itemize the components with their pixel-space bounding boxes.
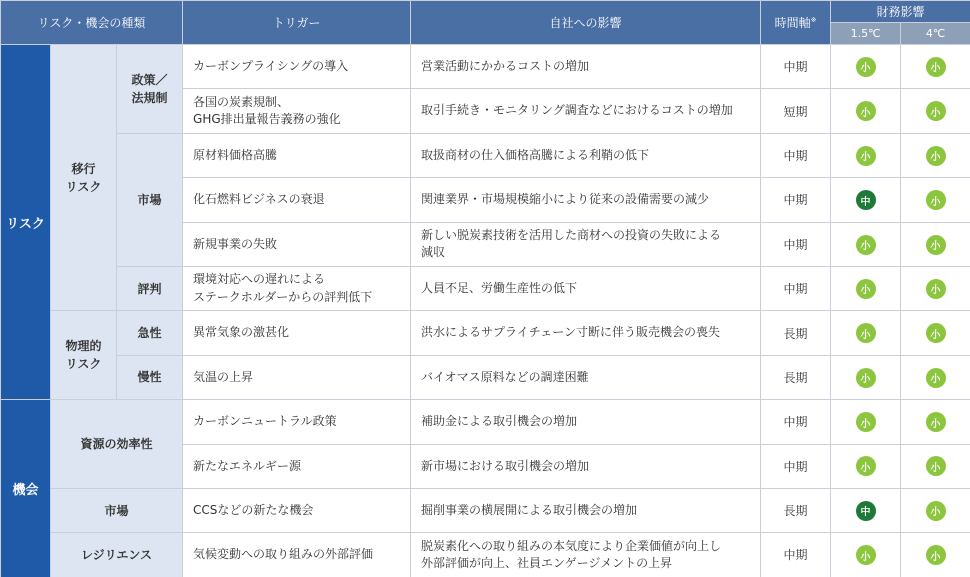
impact-badge-1-5c: 小	[856, 235, 876, 255]
term-cell: 中期	[761, 222, 831, 266]
table-row	[1, 533, 970, 577]
impact-badge-1-5c: 小	[856, 368, 876, 388]
impact-cell: 人員不足、労働生産性の低下	[411, 266, 761, 310]
subgroup-reputation: 評判	[117, 266, 183, 310]
impact-badge-4c: 小	[926, 456, 946, 476]
table-row	[1, 355, 970, 399]
trigger-cell: CCSなどの新たな機会	[183, 488, 411, 532]
term-cell: 中期	[761, 400, 831, 444]
trigger-cell: 新たなエネルギー源	[183, 444, 411, 488]
term-cell: 中期	[761, 533, 831, 577]
group-market: 市場	[51, 488, 183, 532]
impact-badge-1-5c: 小	[856, 323, 876, 343]
trigger-cell: 環境対応への遅れによる ステークホルダーからの評判低下	[183, 266, 411, 310]
term-cell: 中期	[761, 266, 831, 310]
header-trigger: トリガー	[183, 1, 411, 45]
term-cell: 長期	[761, 355, 831, 399]
group-resilience: レジリエンス	[51, 533, 183, 577]
impact-cell: 営業活動にかかるコストの増加	[411, 45, 761, 89]
impact-cell: 関連業界・市場規模縮小により従来の設備需要の減少	[411, 178, 761, 222]
trigger-cell: 気温の上昇	[183, 355, 411, 399]
impact-badge-1-5c: 小	[856, 146, 876, 166]
group-resource-efficiency: 資源の効率性	[51, 400, 183, 489]
term-cell: 中期	[761, 133, 831, 177]
group-transition-risk: 移行 リスク	[51, 45, 117, 311]
header-financial: 財務影響	[831, 1, 970, 23]
term-cell: 短期	[761, 89, 831, 133]
impact-badge-1-5c: 中	[856, 501, 876, 521]
impact-cell: 脱炭素化への取り組みの本気度により企業価値が向上し 外部評価が向上、社員エンゲージメントの上昇	[411, 533, 761, 577]
trigger-cell: 化石燃料ビジネスの衰退	[183, 178, 411, 222]
subgroup-market: 市場	[117, 133, 183, 266]
table-row	[1, 133, 970, 177]
impact-badge-1-5c: 小	[856, 57, 876, 77]
term-cell: 長期	[761, 311, 831, 355]
impact-badge-1-5c: 小	[856, 545, 876, 565]
term-cell: 中期	[761, 444, 831, 488]
impact-cell: 取扱商材の仕入価格高騰による利鞘の低下	[411, 133, 761, 177]
impact-badge-4c: 小	[926, 235, 946, 255]
trigger-cell: 新規事業の失敗	[183, 222, 411, 266]
impact-cell: バイオマス原料などの調達困難	[411, 355, 761, 399]
impact-badge-4c: 小	[926, 279, 946, 299]
subgroup-policy: 政策／ 法規制	[117, 45, 183, 134]
impact-badge-4c: 小	[926, 101, 946, 121]
trigger-cell: 異常気象の激甚化	[183, 311, 411, 355]
header-scenario-4c: 4℃	[901, 23, 970, 45]
impact-badge-4c: 小	[926, 368, 946, 388]
impact-badge-4c: 小	[926, 323, 946, 343]
table-row	[1, 266, 970, 310]
trigger-cell: 原材料価格高騰	[183, 133, 411, 177]
subgroup-chronic: 慢性	[117, 355, 183, 399]
impact-cell: 新しい脱炭素技術を活用した商材への投資の失敗による 減収	[411, 222, 761, 266]
impact-badge-1-5c: 小	[856, 456, 876, 476]
trigger-cell: カーボンニュートラル政策	[183, 400, 411, 444]
impact-cell: 新市場における取引機会の増加	[411, 444, 761, 488]
table-row	[1, 45, 970, 89]
impact-badge-4c: 小	[926, 501, 946, 521]
header-term	[761, 1, 831, 45]
category-opportunity: 機会	[1, 400, 51, 577]
impact-cell: 洪水によるサプライチェーン寸断に伴う販売機会の喪失	[411, 311, 761, 355]
impact-badge-1-5c: 小	[856, 279, 876, 299]
category-risk: リスク	[1, 45, 51, 400]
impact-badge-1-5c: 小	[856, 101, 876, 121]
header-type: リスク・機会の種類	[1, 1, 183, 45]
term-cell: 中期	[761, 178, 831, 222]
impact-badge-4c: 小	[926, 545, 946, 565]
impact-cell: 掘削事業の横展開による取引機会の増加	[411, 488, 761, 532]
header-impact: 自社への影響	[411, 1, 761, 45]
term-cell: 長期	[761, 488, 831, 532]
trigger-cell: 気候変動への取り組みの外部評価	[183, 533, 411, 577]
group-physical-risk: 物理的 リスク	[51, 311, 117, 400]
impact-badge-1-5c: 中	[856, 190, 876, 210]
impact-badge-4c: 小	[926, 190, 946, 210]
trigger-cell: 各国の炭素規制、 GHG排出量報告義務の強化	[183, 89, 411, 133]
impact-cell: 取引手続き・モニタリング調査などにおけるコストの増加	[411, 89, 761, 133]
header-term-note: ※	[810, 16, 817, 24]
impact-badge-1-5c: 小	[856, 412, 876, 432]
impact-badge-4c: 小	[926, 146, 946, 166]
impact-badge-4c: 小	[926, 57, 946, 77]
table-row	[1, 400, 970, 444]
table-row	[1, 488, 970, 532]
impact-cell: 補助金による取引機会の増加	[411, 400, 761, 444]
term-cell: 中期	[761, 45, 831, 89]
impact-badge-4c: 小	[926, 412, 946, 432]
table-row	[1, 311, 970, 355]
trigger-cell: カーボンプライシングの導入	[183, 45, 411, 89]
header-term-label: 時間軸	[774, 16, 811, 30]
subgroup-acute: 急性	[117, 311, 183, 355]
header-scenario-1-5c: 1.5℃	[831, 23, 901, 45]
